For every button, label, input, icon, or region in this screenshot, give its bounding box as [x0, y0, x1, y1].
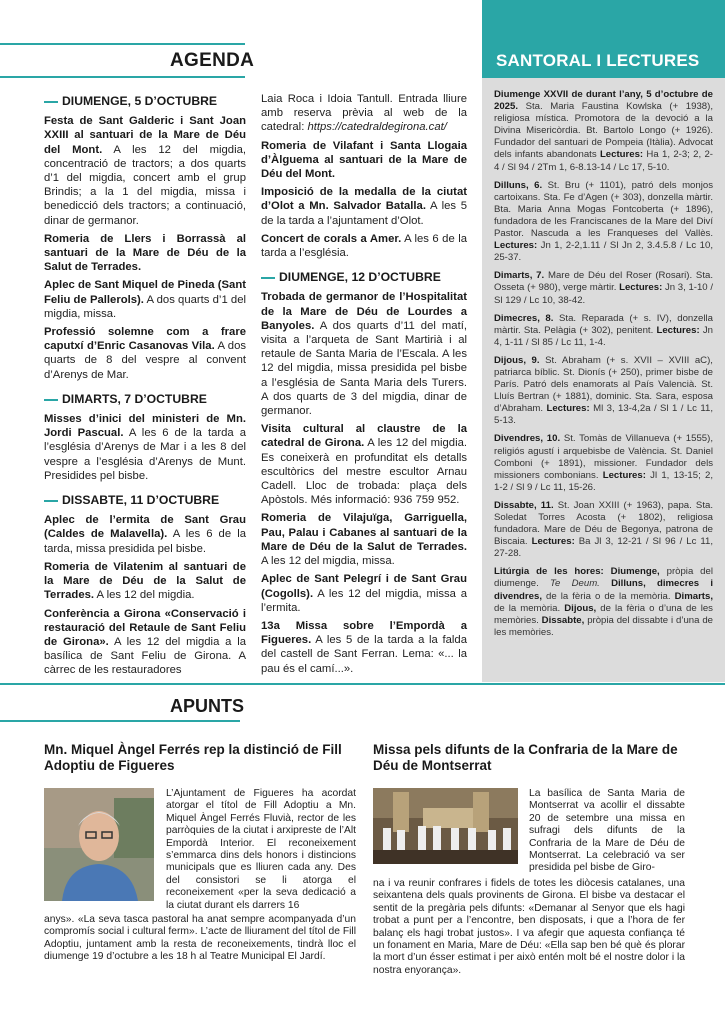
agenda-entry-text: A dos quarts d’1 del migdia, missa. [44, 293, 246, 320]
liturgia-part: Dimarts, [674, 590, 713, 602]
agenda-column-1 [44, 84, 246, 682]
agenda-entry-text: A les 6 de la tarda a l’església. [261, 232, 467, 260]
santoral-lectures-label: Lectures: [546, 403, 590, 415]
santoral-saints: St. Bru (+ 1101), patró dels monjos cartoixans. Sta. Fe d’Agen (+ 303), donzella màrtir. Bta. Maria Anna Mogas Fontcoberta (+ 1896), fundadora de les Franciscanes de la Mare del Diví Pastor. Nascuda a les Franqueses del Vallès. [494, 179, 713, 240]
agenda-entry-title: Romeria de Vilafant i Santa Llogaia d’Àlguema al santuari de la Mare de Déu del Mont. [261, 139, 467, 181]
agenda-entry-text: A les 12 del migdia, missa a l’ermita. [261, 587, 467, 614]
agenda-entry-title: Festa de Sant Galderic i Sant Joan XXIII al santuari de la Mare de Déu del Mont. [44, 115, 246, 156]
liturgia-part: de la fèria o d’una de les memòries. [494, 602, 713, 626]
agenda-entry-text: A les 5 de la tarda a l’ajuntament d’Olot. [261, 200, 467, 227]
santoral-lectures-label: Lectures: [656, 324, 700, 336]
agenda-entry-title: Romeria de Llers i Borrassà al santuari de la Mare de Déu de la Salut de Terrades. [44, 232, 246, 274]
agenda-entry [261, 619, 467, 676]
liturgia-part: pròpia del dissabte i d’una de les memòries. [494, 614, 713, 638]
agenda-entry-title: Conferència a Girona «Conservació i restauració del Retaule de Sant Feliu de Girona». [44, 607, 246, 648]
agenda-entry [44, 607, 246, 678]
santoral-saints: St. Tomàs de Villanueva (+ 1555), religiós agustí i arquebisbe de València. St. Daniel Comboni (+ 1891), missioner. Fundador dels missioners combonians. [494, 433, 713, 481]
agenda-entry-title: Romeria de Vilatenim al santuari de la Mare de Déu de la Salut de Terrades. [44, 560, 246, 602]
agenda-entry-title: Aplec de l’ermita de Sant Grau (Caldes de Malavella). [44, 514, 246, 541]
liturgia-part: pròpia del diumenge. [494, 566, 713, 590]
agenda-entry-title: Romeria de Vilajuïga, Garriguella, Pau, Palau i Cabanes al santuari de la Mare de Déu de la Salut de Terrades. [261, 512, 467, 553]
day-heading: DISSABTE, 11 D’OCTUBRE [44, 493, 246, 507]
liturgia-part: Dilluns, dimecres i divendres, [494, 578, 713, 602]
day-heading: DIUMENGE, 5 D’OCTUBRE [44, 94, 246, 108]
ceremony-photo [373, 788, 518, 864]
article-2-body-wrap [529, 788, 685, 875]
agenda-entry [261, 511, 467, 568]
agenda-entry [261, 232, 467, 260]
liturgia-part: Litúrgia de les hores: Diumenge, [494, 566, 660, 578]
apunts-heading: APUNTS [170, 696, 245, 716]
santoral-list [494, 89, 713, 645]
santoral-day: Dilluns, 6. [494, 179, 543, 191]
agenda-entry-title: Visita cultural al claustre de la catedral de Girona. [261, 423, 467, 450]
agenda-entry [261, 422, 467, 507]
article-1-body-full [44, 914, 356, 964]
portrait-photo [44, 788, 154, 901]
article-2-title: Missa pels difunts de la Confraria de la Mare de Déu de Montserrat [373, 742, 678, 773]
santoral-lectures-label: Lectures: [602, 469, 646, 481]
agenda-entry [261, 185, 467, 228]
santoral-saints: St. Abraham (+ s. XVII – XVIII aC), patriarca bíblic. St. Dionís (+ 250), primer bisbe de París. Patró dels enamorats al País Valencià. St. Lluís Bertran (+ 1881), dominic. Sta. Sara, esposa d’Abraham. [494, 354, 713, 415]
agenda-entry-text: A les 12 del migdia a la basílica de Sant Feliu de Girona. A càrrec de les restauradores [44, 635, 246, 677]
day-dash [44, 500, 58, 502]
santoral-lectures: Ha 1, 2-3; 2, 2-4 / Sl 94 / 2Tm 1, 6-8.13-14 / Lc 17, 5-10. [494, 149, 713, 173]
article-2-text-wrap: La basílica de Santa Maria de Montserrat va acollir el dissabte 20 de setembre una missa en sufragi dels difunts de la Confraria de la Mare de Déu de Montserrat. La celebració va ser presidida pel bisbe de Giro- [529, 788, 685, 874]
agenda-entry-title: Aplec de Sant Pelegrí i de Sant Grau (Cogolls). [261, 573, 467, 600]
article-1-title: Mn. Miquel Àngel Ferrés rep la distinció de Fill Adoptiu de Figueres [44, 742, 342, 773]
section-divider [0, 683, 725, 685]
agenda-entry-text: A les 12 del migdia. [94, 589, 195, 602]
agenda-entry [261, 572, 467, 615]
agenda-entry-title: Aplec de Sant Miquel de Pineda (Sant Feliu de Pallerols). [44, 279, 246, 306]
santoral-lectures-label: Lectures: [531, 536, 575, 548]
agenda-entry-text: A les 12 del migdia, missa. [261, 555, 395, 568]
agenda-rule-bottom [0, 76, 245, 78]
article-2-text-full: na i va reunir confrares i fidels de totes les diòcesis catalanes, una seixantena dels quals provinents de Girona. El bisbe va destacar el sentit de la pregària pels difunts: «Demanar al Senyor que els hagi trobat a punt per a l’encontre, ben disposats, i que a l’hora de fer balanç els hagi trobat justos». I va afegir que aquesta confiança té un fonament en Maria, Mare de Déu: «Ella sap ben bé què és plorar la mort d’un ésser estimat i per això entén molt bé el nostre dolor i la nostra enyorança». [373, 878, 685, 976]
santoral-saints: Sta. Maria Faustina Kowlska (+ 1938), religiosa mística. Promotora de la devoció a la Divina Misericòrdia. Bt. Bartolo Longo (+ 1926). Fundador del santuari de Pompeia (Itàlia). Advocat dels infants abandonats [494, 101, 713, 161]
agenda-entry-text: A les 12 del migdia, concentració de tractors; a dos quarts d’1 del migdia, concert amb el grup Brindis; a la 1 del migdia, missa i benedicció dels tractors; a continuació, dinar de germanor. [44, 143, 246, 227]
agenda-entry [261, 290, 467, 418]
agenda-entry-title: Trobada de germanor de l’Hospitalitat de la Mare de Déu de Lourdes a Banyoles. [261, 291, 467, 332]
agenda-entry [261, 92, 467, 135]
agenda-entry [44, 325, 246, 382]
agenda-column-2 [261, 92, 467, 680]
portrait-image [44, 788, 154, 901]
santoral-day: Dimarts, 7. [494, 270, 545, 282]
santoral-item [494, 433, 713, 493]
agenda-entry [44, 412, 246, 483]
santoral-day: Dimecres, 8. [494, 312, 554, 324]
santoral-lectures: Jn 1, 2-2,1.11 / Sl Jn 2, 3.4.5.8 / Lc 10, 25-37. [494, 240, 713, 264]
day-heading: DIUMENGE, 12 D’OCTUBRE [261, 270, 467, 284]
santoral-heading: SANTORAL I LECTURES [496, 51, 700, 70]
article-2-body-full [373, 878, 685, 977]
santoral-item [494, 270, 713, 306]
santoral-day: Dissabte, 11. [494, 499, 554, 511]
agenda-entry-title: Misses d’inici del ministeri de Mn. Jordi Pascual. [44, 413, 246, 440]
agenda-entry-text: A les 6 de la tarda, missa presidida pel bisbe. [44, 528, 246, 555]
liturgia-part: Te Deum. [550, 578, 600, 590]
day-dash [261, 277, 275, 279]
agenda-entry-title: Professió solemne com a frare caputxí d’Enric Casanovas Vila. [44, 326, 246, 353]
agenda-entry-text: A les 5 de la tarda a la falda del castell de Sant Ferran. Lema: «... la pau és el camí...». [261, 634, 467, 675]
agenda-entry-text: A les 12 del migdia. Es coneixerà en profunditat els detalls escultòrics del mestre escultor Arnau Cadell. Lloc de trobada: plaça dels Apòstols. Més informació: 936 759 952. [261, 437, 467, 507]
agenda-entry [261, 139, 467, 182]
santoral-saints: Sta. Reparada (+ s. IV), donzella màrtir. Sta. Pelàgia (+ 302), penitent. [494, 312, 713, 336]
santoral-lectures-label: Lectures: [494, 240, 538, 252]
agenda-entry [44, 232, 246, 275]
liturgia-part: de la memòria. [494, 602, 565, 614]
santoral-lectures: Ba Jl 3, 12-21 / Sl 96 / Lc 11, 27-28. [494, 536, 713, 560]
agenda-entry-title: 13a Missa sobre l’Empordà a Figueres. [261, 619, 467, 647]
day-dash [44, 399, 58, 401]
agenda-rule-top [0, 43, 245, 45]
santoral-lectures: Jl 1, 13-15; 2, 1-2 / Sl 9 / Lc 11, 15-26. [494, 469, 714, 493]
santoral-saints: Mare de Déu del Roser (Rosari). Sta. Osseta (+ 980), verge màrtir. [494, 270, 713, 294]
agenda-entry-text: A les 6 de la tarda a l’església d’Arenys de Mar i a les 8 del vespre a l’església d’Arenys de Munt. Presidides pel bisbe. [44, 427, 246, 482]
agenda-entry-link: https://catedraldegirona.cat/ [307, 121, 447, 134]
santoral-day: Dijous, 9. [494, 354, 540, 366]
liturgia-part: de la fèria o de la memòria. [542, 590, 675, 602]
article-1-text-full: anys». «La seva tasca pastoral ha anat sempre acompanyada d’un compromís social i cultural ferm». L’acte de lliurament del títol de Fill Adoptiu, juntament amb la resta de reconeixements, tindrà lloc el diumenge 19 d’octubre a les 18 h al Teatre Municipal El Jardí. [44, 914, 356, 963]
liturgia-hores [494, 566, 713, 639]
agenda-entry [44, 513, 246, 556]
santoral-lectures: Ml 3, 13-4,2a / Sl 1 / Lc 11, 5-13. [494, 403, 713, 427]
article-1-text-wrap: L’Ajuntament de Figueres ha acordat atorgar el títol de Fill Adoptiu a Mn. Miquel Àngel Ferrés Fluvià, rector de les parròquies de la ciutat i arxipreste de l’Alt Empordà Interior. El reconeixement s’emmarca dins dels honors i distincions municipals que es lliuren cada any. Des del consistori se li atorga el reconeixement «per la seva dedicació a la ciutat durant els darrers 16 [166, 788, 356, 911]
santoral-lectures-label: Lectures: [619, 282, 663, 294]
ceremony-image [373, 788, 518, 864]
santoral-item [494, 180, 713, 265]
santoral-lectures: Jn 3, 1-10 / Sl 129 / Lc 10, 38-42. [494, 282, 713, 306]
day-dash [44, 101, 58, 103]
santoral-item [494, 313, 713, 349]
agenda-entry-title: Imposició de la medalla de la ciutat d’Olot a Mn. Salvador Batalla. [261, 186, 467, 213]
agenda-entry-text: Laia Roca i Idoia Tantull. Entrada lliure amb reserva prèvia al web de la catedral: [261, 93, 467, 134]
liturgia-part: Dissabte, [541, 614, 585, 626]
agenda-entry [44, 114, 246, 228]
santoral-item [494, 89, 713, 174]
santoral-lectures-label: Lectures: [599, 149, 644, 161]
agenda-entry [44, 278, 246, 321]
article-1-body-wrap [166, 788, 356, 912]
santoral-item [494, 500, 713, 560]
agenda-heading: AGENDA [170, 50, 255, 71]
santoral-day: Diumenge XXVII de durant l’any, 5 d’octubre de 2025. [494, 89, 713, 113]
liturgia-part: Dijous, [564, 602, 597, 614]
agenda-entry-text: A dos quarts d’11 del matí, visita a l’arqueta de Sant Martirià i al retaule de Santa Maria de l’Escala. A les 12 del migdia, missa presidida pel bisbe a l’església de Santa Maria dels Turers. A dos quarts de 3 del migdia, dinar de germanor. [261, 319, 467, 418]
santoral-lectures: Jn 4, 1-11 / Sl 85 / Lc 11, 1-4. [494, 324, 713, 348]
santoral-item [494, 355, 713, 428]
santoral-saints: St. Joan XXIII (+ 1963), papa. Sta. Soledat Torres Acosta (+ 1802), religiosa fundadora. Mare de Déu de Begonya, patrona de Biscaia. [494, 499, 713, 548]
agenda-entry [44, 560, 246, 603]
santoral-day: Divendres, 10. [494, 433, 561, 445]
agenda-entry-title: Concert de corals a Amer. [261, 232, 402, 245]
apunts-rule [0, 720, 240, 722]
agenda-entry-text: A dos quarts de 8 del vespre al convent d’Arenys de Mar. [44, 340, 247, 381]
day-heading: DIMARTS, 7 D’OCTUBRE [44, 392, 246, 406]
